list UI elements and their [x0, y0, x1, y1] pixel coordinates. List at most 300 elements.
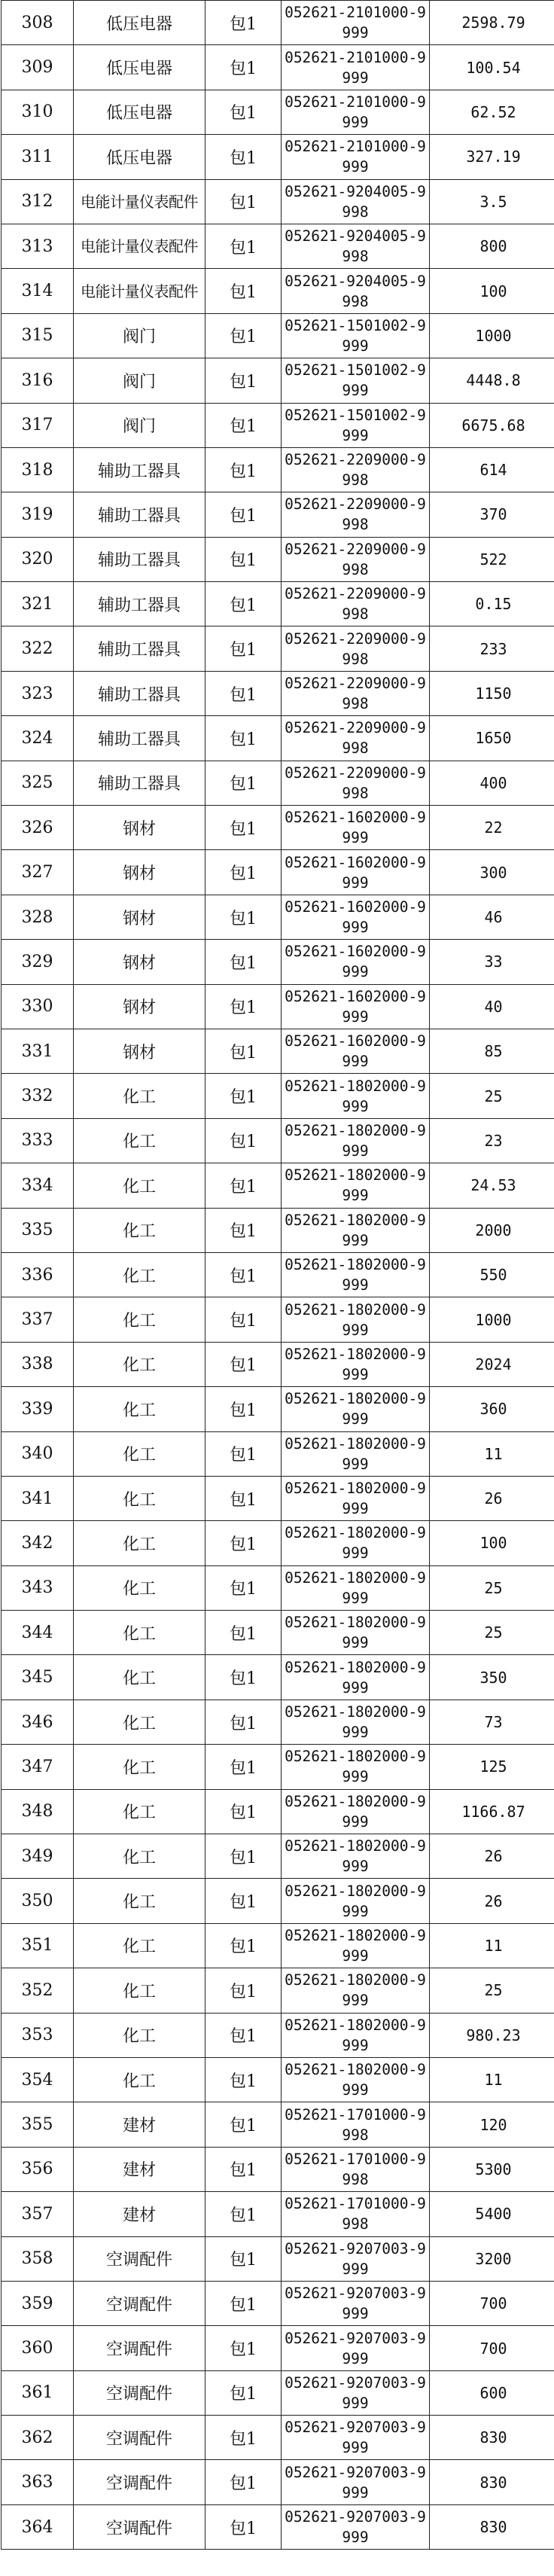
- table-row: [2, 1, 554, 45]
- package-label: 包1: [205, 626, 282, 671]
- table-row: [2, 761, 554, 805]
- table-row: [2, 582, 554, 626]
- material-name: 空调配件: [74, 2281, 205, 2325]
- material-name: 低压电器: [74, 1, 205, 45]
- material-code: 052621-1802000-9999: [282, 1297, 430, 1342]
- amount-value: 1650: [430, 716, 554, 761]
- material-name: 电能计量仪表配件: [74, 224, 205, 268]
- material-name: 钢材: [74, 895, 205, 939]
- material-name: 钢材: [74, 984, 205, 1029]
- material-name: 化工: [74, 1342, 205, 1386]
- material-name: 化工: [74, 1163, 205, 1208]
- package-label: 包1: [205, 179, 282, 224]
- table-row: [2, 1163, 554, 1208]
- table-row: [2, 850, 554, 895]
- package-label: 包1: [205, 358, 282, 403]
- package-label: 包1: [205, 1565, 282, 1610]
- amount-value: 980.23: [430, 2013, 554, 2057]
- amount-value: 830: [430, 2504, 554, 2549]
- material-name: 钢材: [74, 940, 205, 984]
- row-index: 311: [2, 135, 74, 179]
- row-index: 343: [2, 1565, 74, 1610]
- amount-value: 1150: [430, 671, 554, 715]
- table-row: [2, 895, 554, 939]
- row-index: 352: [2, 1968, 74, 2013]
- amount-value: 0.15: [430, 582, 554, 626]
- material-code: 052621-9207003-9999: [282, 2416, 430, 2460]
- material-code: 052621-1802000-9999: [282, 1611, 430, 1655]
- material-code: 052621-2209000-9998: [282, 716, 430, 761]
- material-name: 电能计量仪表配件: [74, 179, 205, 224]
- amount-value: 26: [430, 1476, 554, 1520]
- amount-value: 100: [430, 269, 554, 313]
- row-index: 320: [2, 537, 74, 581]
- row-index: 359: [2, 2281, 74, 2325]
- row-index: 317: [2, 403, 74, 447]
- material-code: 052621-1802000-9999: [282, 1252, 430, 1297]
- row-index: 342: [2, 1521, 74, 1565]
- amount-value: 5400: [430, 2192, 554, 2236]
- material-code: 052621-1802000-9999: [282, 1074, 430, 1118]
- package-label: 包1: [205, 1, 282, 45]
- amount-value: 614: [430, 447, 554, 492]
- amount-value: 5300: [430, 2147, 554, 2191]
- row-index: 340: [2, 1431, 74, 1476]
- material-code: 052621-1802000-9999: [282, 1476, 430, 1520]
- material-name: 辅助工器具: [74, 671, 205, 715]
- row-index: 362: [2, 2416, 74, 2460]
- material-name: 辅助工器具: [74, 492, 205, 537]
- row-index: 357: [2, 2192, 74, 2236]
- material-code: 052621-1802000-9999: [282, 1700, 430, 1744]
- table-row: [2, 1252, 554, 1297]
- table-row: [2, 671, 554, 715]
- table-row: [2, 1521, 554, 1565]
- row-index: 326: [2, 806, 74, 850]
- table-row: [2, 1789, 554, 1834]
- table-row: [2, 806, 554, 850]
- package-label: 包1: [205, 671, 282, 715]
- row-index: 335: [2, 1208, 74, 1252]
- package-label: 包1: [205, 1700, 282, 1744]
- package-label: 包1: [205, 1118, 282, 1163]
- row-index: 331: [2, 1029, 74, 1073]
- package-label: 包1: [205, 45, 282, 90]
- amount-value: 360: [430, 1387, 554, 1431]
- material-code: 052621-2209000-9998: [282, 447, 430, 492]
- amount-value: 62.52: [430, 90, 554, 134]
- row-index: 313: [2, 224, 74, 268]
- package-label: 包1: [205, 269, 282, 313]
- table-row: [2, 2236, 554, 2281]
- package-label: 包1: [205, 1923, 282, 1968]
- row-index: 360: [2, 2326, 74, 2370]
- row-index: 346: [2, 1700, 74, 1744]
- row-index: 358: [2, 2236, 74, 2281]
- amount-value: 25: [430, 1074, 554, 1118]
- table-row: [2, 2326, 554, 2370]
- table-row: [2, 1431, 554, 1476]
- table-row: [2, 1834, 554, 1879]
- row-index: 363: [2, 2460, 74, 2504]
- material-name: 化工: [74, 1745, 205, 1789]
- package-label: 包1: [205, 2416, 282, 2460]
- material-code: 052621-1802000-9999: [282, 1521, 430, 1565]
- amount-value: 522: [430, 537, 554, 581]
- amount-value: 830: [430, 2416, 554, 2460]
- table-row: [2, 2013, 554, 2057]
- table-row: [2, 358, 554, 403]
- package-label: 包1: [205, 1879, 282, 1923]
- table-row: [2, 1297, 554, 1342]
- material-name: 低压电器: [74, 45, 205, 90]
- material-name: 辅助工器具: [74, 716, 205, 761]
- material-name: 化工: [74, 1565, 205, 1610]
- amount-value: 1000: [430, 1297, 554, 1342]
- material-name: 化工: [74, 1118, 205, 1163]
- table-row: [2, 1118, 554, 1163]
- package-label: 包1: [205, 1342, 282, 1386]
- row-index: 321: [2, 582, 74, 626]
- table-row: [2, 984, 554, 1029]
- material-name: 化工: [74, 2013, 205, 2057]
- amount-value: 6675.68: [430, 403, 554, 447]
- material-code: 052621-1802000-9999: [282, 1879, 430, 1923]
- table-row: [2, 135, 554, 179]
- row-index: 308: [2, 1, 74, 45]
- material-name: 化工: [74, 1879, 205, 1923]
- package-label: 包1: [205, 1968, 282, 2013]
- material-name: 建材: [74, 2147, 205, 2191]
- table-row: [2, 940, 554, 984]
- material-code: 052621-1602000-9999: [282, 895, 430, 939]
- amount-value: 1166.87: [430, 1789, 554, 1834]
- material-name: 化工: [74, 1655, 205, 1700]
- table-row: [2, 716, 554, 761]
- table-row: [2, 1745, 554, 1789]
- material-code: 052621-2101000-9999: [282, 1, 430, 45]
- material-name: 低压电器: [74, 90, 205, 134]
- material-code: 052621-1802000-9999: [282, 1834, 430, 1879]
- material-code: 052621-9207003-9999: [282, 2236, 430, 2281]
- amount-value: 25: [430, 1968, 554, 2013]
- package-label: 包1: [205, 2102, 282, 2147]
- table-row: [2, 45, 554, 90]
- table-row: [2, 447, 554, 492]
- material-code: 052621-1802000-9999: [282, 1789, 430, 1834]
- row-index: 350: [2, 1879, 74, 1923]
- row-index: 332: [2, 1074, 74, 1118]
- row-index: 355: [2, 2102, 74, 2147]
- row-index: 330: [2, 984, 74, 1029]
- row-index: 351: [2, 1923, 74, 1968]
- package-label: 包1: [205, 1834, 282, 1879]
- material-name: 化工: [74, 1208, 205, 1252]
- material-code: 052621-1802000-9999: [282, 1431, 430, 1476]
- row-index: 310: [2, 90, 74, 134]
- amount-value: 26: [430, 1834, 554, 1879]
- amount-value: 100.54: [430, 45, 554, 90]
- package-label: 包1: [205, 1163, 282, 1208]
- amount-value: 25: [430, 1611, 554, 1655]
- material-code: 052621-1802000-9999: [282, 1968, 430, 2013]
- amount-value: 233: [430, 626, 554, 671]
- amount-value: 700: [430, 2326, 554, 2370]
- table-row: [2, 224, 554, 268]
- amount-value: 550: [430, 1252, 554, 1297]
- table-row: [2, 1476, 554, 1520]
- package-label: 包1: [205, 2236, 282, 2281]
- material-code: 052621-1501002-9999: [282, 403, 430, 447]
- table-row: [2, 1655, 554, 1700]
- amount-value: 23: [430, 1118, 554, 1163]
- material-code: 052621-1602000-9999: [282, 940, 430, 984]
- row-index: 353: [2, 2013, 74, 2057]
- row-index: 356: [2, 2147, 74, 2191]
- material-code: 052621-2209000-9998: [282, 492, 430, 537]
- row-index: 347: [2, 1745, 74, 1789]
- amount-value: 2024: [430, 1342, 554, 1386]
- material-name: 化工: [74, 1297, 205, 1342]
- table-row: [2, 1387, 554, 1431]
- material-code: 052621-2209000-9998: [282, 626, 430, 671]
- row-index: 336: [2, 1252, 74, 1297]
- row-index: 324: [2, 716, 74, 761]
- row-index: 337: [2, 1297, 74, 1342]
- material-name: 阀门: [74, 358, 205, 403]
- material-code: 052621-2209000-9998: [282, 671, 430, 715]
- material-name: 建材: [74, 2102, 205, 2147]
- row-index: 328: [2, 895, 74, 939]
- amount-value: 100: [430, 1521, 554, 1565]
- material-name: 化工: [74, 1968, 205, 2013]
- amount-value: 85: [430, 1029, 554, 1073]
- amount-value: 46: [430, 895, 554, 939]
- material-name: 化工: [74, 1476, 205, 1520]
- material-code: 052621-1602000-9999: [282, 1029, 430, 1073]
- table-row: [2, 537, 554, 581]
- amount-value: 327.19: [430, 135, 554, 179]
- table-row: [2, 179, 554, 224]
- table-row: [2, 2416, 554, 2460]
- package-label: 包1: [205, 2504, 282, 2549]
- table-row: [2, 1565, 554, 1610]
- material-name: 空调配件: [74, 2504, 205, 2549]
- material-code: 052621-1802000-9999: [282, 1745, 430, 1789]
- row-index: 339: [2, 1387, 74, 1431]
- package-label: 包1: [205, 1611, 282, 1655]
- table-row: [2, 1342, 554, 1386]
- amount-value: 400: [430, 761, 554, 805]
- amount-value: 125: [430, 1745, 554, 1789]
- material-code: 052621-9207003-9999: [282, 2370, 430, 2415]
- row-index: 316: [2, 358, 74, 403]
- package-label: 包1: [205, 537, 282, 581]
- package-label: 包1: [205, 1074, 282, 1118]
- material-name: 阀门: [74, 403, 205, 447]
- material-code: 052621-1802000-9999: [282, 1342, 430, 1386]
- amount-value: 300: [430, 850, 554, 895]
- package-label: 包1: [205, 403, 282, 447]
- material-name: 化工: [74, 2057, 205, 2102]
- material-name: 化工: [74, 1789, 205, 1834]
- amount-value: 22: [430, 806, 554, 850]
- material-name: 化工: [74, 1431, 205, 1476]
- amount-value: 2598.79: [430, 1, 554, 45]
- material-code: 052621-2101000-9999: [282, 45, 430, 90]
- table-row: [2, 1923, 554, 1968]
- material-name: 辅助工器具: [74, 761, 205, 805]
- amount-value: 40: [430, 984, 554, 1029]
- material-name: 化工: [74, 1074, 205, 1118]
- row-index: 341: [2, 1476, 74, 1520]
- row-index: 338: [2, 1342, 74, 1386]
- package-label: 包1: [205, 224, 282, 268]
- row-index: 333: [2, 1118, 74, 1163]
- material-name: 化工: [74, 1252, 205, 1297]
- table-row: [2, 2281, 554, 2325]
- package-label: 包1: [205, 1655, 282, 1700]
- row-index: 312: [2, 179, 74, 224]
- material-code: 052621-1602000-9999: [282, 984, 430, 1029]
- row-index: 349: [2, 1834, 74, 1879]
- row-index: 354: [2, 2057, 74, 2102]
- material-code: 052621-1802000-9999: [282, 1387, 430, 1431]
- material-name: 化工: [74, 1700, 205, 1744]
- row-index: 325: [2, 761, 74, 805]
- material-name: 电能计量仪表配件: [74, 269, 205, 313]
- amount-value: 370: [430, 492, 554, 537]
- package-label: 包1: [205, 806, 282, 850]
- amount-value: 11: [430, 2057, 554, 2102]
- package-label: 包1: [205, 850, 282, 895]
- material-name: 化工: [74, 1521, 205, 1565]
- package-label: 包1: [205, 492, 282, 537]
- material-code: 052621-2209000-9998: [282, 537, 430, 581]
- table-body: [2, 1, 554, 2550]
- material-code: 052621-1802000-9999: [282, 2057, 430, 2102]
- table-row: [2, 1074, 554, 1118]
- package-label: 包1: [205, 2281, 282, 2325]
- package-label: 包1: [205, 1208, 282, 1252]
- material-name: 阀门: [74, 313, 205, 358]
- table-row: [2, 1700, 554, 1744]
- row-index: 318: [2, 447, 74, 492]
- package-label: 包1: [205, 984, 282, 1029]
- material-code: 052621-1802000-9999: [282, 1565, 430, 1610]
- table-row: [2, 2504, 554, 2549]
- material-name: 钢材: [74, 806, 205, 850]
- material-name: 化工: [74, 1387, 205, 1431]
- table-row: [2, 2192, 554, 2236]
- material-name: 化工: [74, 1611, 205, 1655]
- material-code: 052621-1802000-9999: [282, 1118, 430, 1163]
- material-code: 052621-1802000-9999: [282, 1923, 430, 1968]
- package-label: 包1: [205, 1476, 282, 1520]
- material-code: 052621-2209000-9998: [282, 582, 430, 626]
- table-row: [2, 492, 554, 537]
- material-code: 052621-9207003-9999: [282, 2460, 430, 2504]
- package-label: 包1: [205, 2013, 282, 2057]
- material-name: 化工: [74, 1834, 205, 1879]
- material-code: 052621-9207003-9999: [282, 2504, 430, 2549]
- row-index: 323: [2, 671, 74, 715]
- amount-value: 700: [430, 2281, 554, 2325]
- package-label: 包1: [205, 447, 282, 492]
- material-code: 052621-9207003-9999: [282, 2281, 430, 2325]
- material-name: 空调配件: [74, 2236, 205, 2281]
- row-index: 315: [2, 313, 74, 358]
- package-label: 包1: [205, 1789, 282, 1834]
- amount-value: 4448.8: [430, 358, 554, 403]
- package-label: 包1: [205, 1297, 282, 1342]
- material-name: 空调配件: [74, 2370, 205, 2415]
- package-label: 包1: [205, 2057, 282, 2102]
- amount-value: 120: [430, 2102, 554, 2147]
- material-code: 052621-2209000-9998: [282, 761, 430, 805]
- amount-value: 350: [430, 1655, 554, 1700]
- package-label: 包1: [205, 761, 282, 805]
- table-row: [2, 626, 554, 671]
- package-label: 包1: [205, 940, 282, 984]
- package-label: 包1: [205, 2147, 282, 2191]
- package-label: 包1: [205, 895, 282, 939]
- amount-value: 3.5: [430, 179, 554, 224]
- package-label: 包1: [205, 2326, 282, 2370]
- material-code: 052621-1602000-9999: [282, 806, 430, 850]
- material-name: 空调配件: [74, 2460, 205, 2504]
- amount-value: 11: [430, 1431, 554, 1476]
- material-name: 空调配件: [74, 2416, 205, 2460]
- package-label: 包1: [205, 1745, 282, 1789]
- amount-value: 1000: [430, 313, 554, 358]
- package-label: 包1: [205, 1029, 282, 1073]
- row-index: 364: [2, 2504, 74, 2549]
- material-name: 空调配件: [74, 2326, 205, 2370]
- table-row: [2, 2057, 554, 2102]
- material-name: 钢材: [74, 1029, 205, 1073]
- amount-value: 600: [430, 2370, 554, 2415]
- material-code: 052621-1802000-9999: [282, 1655, 430, 1700]
- table-row: [2, 313, 554, 358]
- material-code: 052621-1602000-9999: [282, 850, 430, 895]
- table-row: [2, 1029, 554, 1073]
- material-code: 052621-2101000-9999: [282, 135, 430, 179]
- material-code: 052621-1701000-9998: [282, 2102, 430, 2147]
- material-code: 052621-1701000-9998: [282, 2192, 430, 2236]
- package-label: 包1: [205, 313, 282, 358]
- material-code: 052621-2101000-9999: [282, 90, 430, 134]
- material-code: 052621-9204005-9998: [282, 179, 430, 224]
- amount-value: 2000: [430, 1208, 554, 1252]
- amount-value: 3200: [430, 2236, 554, 2281]
- amount-value: 11: [430, 1923, 554, 1968]
- table-row: [2, 1208, 554, 1252]
- material-code: 052621-9204005-9998: [282, 269, 430, 313]
- table-row: [2, 2370, 554, 2415]
- package-label: 包1: [205, 1387, 282, 1431]
- material-name: 低压电器: [74, 135, 205, 179]
- material-code: 052621-1501002-9999: [282, 358, 430, 403]
- package-label: 包1: [205, 2370, 282, 2415]
- material-name: 建材: [74, 2192, 205, 2236]
- table-row: [2, 1611, 554, 1655]
- row-index: 361: [2, 2370, 74, 2415]
- package-label: 包1: [205, 2192, 282, 2236]
- table-row: [2, 1968, 554, 2013]
- row-index: 344: [2, 1611, 74, 1655]
- material-code: 052621-1802000-9999: [282, 2013, 430, 2057]
